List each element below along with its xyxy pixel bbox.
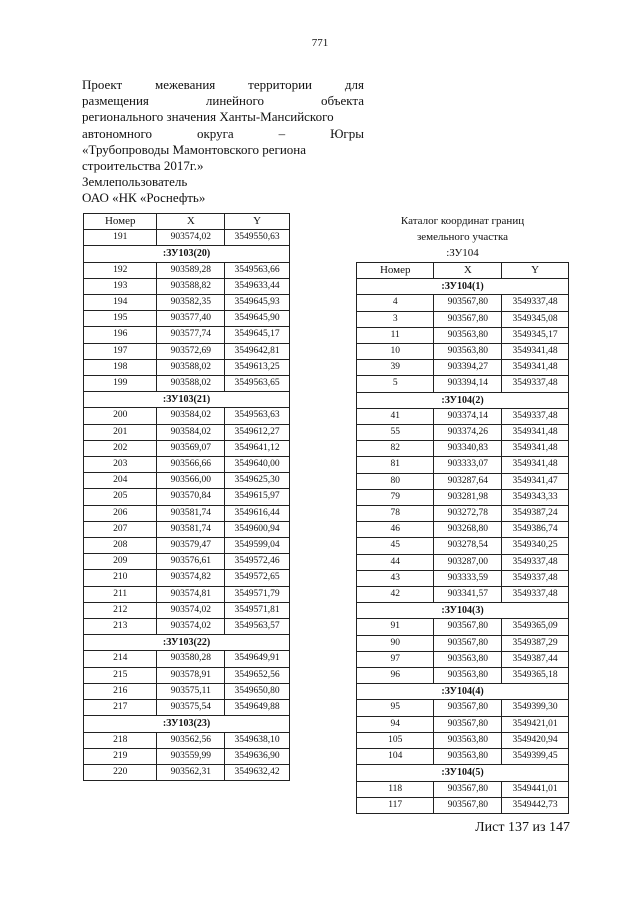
coord-y: 3549550,63 (225, 230, 290, 246)
coord-x: 903268,80 (434, 522, 502, 538)
point-number: 44 (357, 554, 434, 570)
parcel-group-row (357, 603, 569, 619)
table-row (84, 602, 290, 618)
coord-y: 3549641,12 (225, 440, 290, 456)
table-row (357, 311, 569, 327)
coord-y: 3549650,80 (225, 683, 290, 699)
table-row (84, 683, 290, 699)
coord-x: 903566,00 (157, 473, 225, 489)
point-number: 45 (357, 538, 434, 554)
table-row (357, 473, 569, 489)
table-row (84, 376, 290, 392)
point-number: 192 (84, 262, 157, 278)
coord-x: 903559,99 (157, 748, 225, 764)
point-number: 39 (357, 360, 434, 376)
table-row (357, 619, 569, 635)
table-row (357, 489, 569, 505)
table-row (84, 619, 290, 635)
coord-y: 3549337,48 (502, 376, 569, 392)
point-number: 210 (84, 570, 157, 586)
coord-y: 3549442,73 (502, 797, 569, 813)
point-number: 10 (357, 344, 434, 360)
coord-x: 903287,00 (434, 554, 502, 570)
table-row (357, 732, 569, 748)
catalog-caption-line: Каталог координат границ (400, 215, 525, 227)
point-number: 80 (357, 473, 434, 489)
table-row (357, 635, 569, 651)
point-number: 209 (84, 554, 157, 570)
table-row (357, 360, 569, 376)
coord-x: 903567,80 (434, 635, 502, 651)
table-row (84, 295, 290, 311)
point-number: 196 (84, 327, 157, 343)
coord-x: 903272,78 (434, 506, 502, 522)
table-row (84, 748, 290, 764)
coord-y: 3549420,94 (502, 732, 569, 748)
coord-x: 903574,02 (157, 619, 225, 635)
coord-x: 903567,80 (434, 295, 502, 311)
coord-x: 903563,80 (434, 327, 502, 343)
parcel-group-label: :ЗУ103(23) (84, 716, 290, 732)
table-row (84, 521, 290, 537)
project-line: размещения линейного объекта (82, 93, 364, 109)
coord-x: 903566,66 (157, 457, 225, 473)
point-number: 41 (357, 408, 434, 424)
table-row (84, 570, 290, 586)
coord-x: 903563,80 (434, 749, 502, 765)
parcel-group-row (357, 392, 569, 408)
coord-y: 3549345,08 (502, 311, 569, 327)
coord-y: 3549345,17 (502, 327, 569, 343)
point-number: 55 (357, 425, 434, 441)
coord-x: 903287,64 (434, 473, 502, 489)
coord-y: 3549563,57 (225, 619, 290, 635)
table-row (357, 327, 569, 343)
coord-x: 903575,54 (157, 700, 225, 716)
point-number: 195 (84, 311, 157, 327)
table-row (84, 700, 290, 716)
coord-y: 3549636,90 (225, 748, 290, 764)
parcel-group-label: :ЗУ104(2) (357, 392, 569, 408)
coord-y: 3549337,48 (502, 587, 569, 603)
parcel-group-row (84, 392, 290, 408)
catalog-caption-parcel: :ЗУ104 (446, 247, 479, 259)
point-number: 105 (357, 732, 434, 748)
point-number: 104 (357, 749, 434, 765)
table-row (84, 327, 290, 343)
coord-y: 3549421,01 (502, 716, 569, 732)
coord-x: 903577,40 (157, 311, 225, 327)
coord-x: 903588,02 (157, 376, 225, 392)
point-number: 5 (357, 376, 434, 392)
coord-x: 903588,82 (157, 278, 225, 294)
coord-y: 3549645,90 (225, 311, 290, 327)
coord-x: 903588,02 (157, 359, 225, 375)
coord-x: 903584,02 (157, 408, 225, 424)
coord-y: 3549571,79 (225, 586, 290, 602)
coord-x: 903577,74 (157, 327, 225, 343)
point-number: 96 (357, 668, 434, 684)
point-number: 202 (84, 440, 157, 456)
coord-y: 3549563,66 (225, 262, 290, 278)
table-row (357, 441, 569, 457)
coord-y: 3549341,48 (502, 360, 569, 376)
point-number: 216 (84, 683, 157, 699)
point-number: 199 (84, 376, 157, 392)
table-row (84, 440, 290, 456)
coord-x: 903563,80 (434, 732, 502, 748)
table-row (357, 749, 569, 765)
coord-x: 903575,11 (157, 683, 225, 699)
coord-y: 3549341,47 (502, 473, 569, 489)
coord-y: 3549387,24 (502, 506, 569, 522)
point-number: 214 (84, 651, 157, 667)
coord-x: 903394,14 (434, 376, 502, 392)
catalog-caption-line: земельного участка (416, 231, 509, 243)
coord-y: 3549632,42 (225, 764, 290, 780)
coord-x: 903572,69 (157, 343, 225, 359)
point-number: 206 (84, 505, 157, 521)
parcel-group-row (357, 279, 569, 295)
coord-y: 3549341,48 (502, 344, 569, 360)
coord-y: 3549337,48 (502, 295, 569, 311)
coord-x: 903333,07 (434, 457, 502, 473)
table-row (84, 764, 290, 780)
coord-y: 3549613,25 (225, 359, 290, 375)
coord-y: 3549612,27 (225, 424, 290, 440)
coord-y: 3549340,25 (502, 538, 569, 554)
point-number: 82 (357, 441, 434, 457)
point-number: 79 (357, 489, 434, 505)
point-number: 81 (357, 457, 434, 473)
table-row (357, 538, 569, 554)
parcel-group-label: :ЗУ104(1) (357, 279, 569, 295)
table-row (84, 311, 290, 327)
coord-y: 3549563,63 (225, 408, 290, 424)
point-number: 201 (84, 424, 157, 440)
coord-y: 3549399,30 (502, 700, 569, 716)
table-row (357, 668, 569, 684)
project-line: «Трубопроводы Мамонтовского региона (82, 141, 307, 157)
coord-y: 3549649,91 (225, 651, 290, 667)
coord-x: 903567,80 (434, 716, 502, 732)
coordinates-table-left (83, 213, 290, 781)
point-number: 213 (84, 619, 157, 635)
project-line: регионального значения Ханты-Мансийского (82, 109, 334, 125)
point-number: 95 (357, 700, 434, 716)
header-number: Номер (84, 214, 157, 230)
coord-y: 3549337,48 (502, 570, 569, 586)
table-row (357, 457, 569, 473)
point-number: 3 (357, 311, 434, 327)
table-row (84, 262, 290, 278)
table-row (84, 489, 290, 505)
coord-x: 903563,80 (434, 651, 502, 667)
table-row (357, 425, 569, 441)
table-row (84, 473, 290, 489)
point-number: 220 (84, 764, 157, 780)
coord-x: 903581,74 (157, 521, 225, 537)
coord-y: 3549387,44 (502, 651, 569, 667)
coord-x: 903574,02 (157, 230, 225, 246)
table-row (84, 538, 290, 554)
coord-x: 903281,98 (434, 489, 502, 505)
coord-x: 903567,80 (434, 781, 502, 797)
coord-x: 903567,80 (434, 311, 502, 327)
header-y: Y (225, 214, 290, 230)
table-row (357, 781, 569, 797)
table-row (357, 344, 569, 360)
coord-y: 3549343,33 (502, 489, 569, 505)
point-number: 198 (84, 359, 157, 375)
point-number: 203 (84, 457, 157, 473)
coord-y: 3549625,30 (225, 473, 290, 489)
parcel-group-label: :ЗУ103(22) (84, 635, 290, 651)
coord-y: 3549337,48 (502, 408, 569, 424)
coord-x: 903562,56 (157, 732, 225, 748)
table-row (357, 554, 569, 570)
table-row (84, 343, 290, 359)
coord-y: 3549649,88 (225, 700, 290, 716)
coord-x: 903333,59 (434, 570, 502, 586)
table-row (357, 295, 569, 311)
table-row (357, 570, 569, 586)
point-number: 211 (84, 586, 157, 602)
table-row (84, 586, 290, 602)
land-user-name: ОАО «НК «Роснефть» (82, 190, 206, 206)
point-number: 191 (84, 230, 157, 246)
point-number: 207 (84, 521, 157, 537)
table-row (357, 408, 569, 424)
coord-x: 903574,82 (157, 570, 225, 586)
table-row (84, 505, 290, 521)
parcel-group-label: :ЗУ103(20) (84, 246, 290, 262)
point-number: 90 (357, 635, 434, 651)
coord-x: 903581,74 (157, 505, 225, 521)
point-number: 118 (357, 781, 434, 797)
coord-x: 903580,28 (157, 651, 225, 667)
header-number: Номер (357, 263, 434, 279)
coord-y: 3549615,97 (225, 489, 290, 505)
coord-x: 903562,31 (157, 764, 225, 780)
point-number: 200 (84, 408, 157, 424)
parcel-group-label: :ЗУ104(4) (357, 684, 569, 700)
point-number: 11 (357, 327, 434, 343)
point-number: 4 (357, 295, 434, 311)
header-x: X (157, 214, 225, 230)
coord-x: 903579,47 (157, 538, 225, 554)
coord-x: 903278,54 (434, 538, 502, 554)
table-row (84, 651, 290, 667)
table-row (357, 651, 569, 667)
point-number: 215 (84, 667, 157, 683)
coord-x: 903574,02 (157, 602, 225, 618)
point-number: 193 (84, 278, 157, 294)
coord-y: 3549365,18 (502, 668, 569, 684)
project-line: автономного округа – Югры (82, 125, 364, 141)
coord-y: 3549341,48 (502, 457, 569, 473)
coord-x: 903563,80 (434, 344, 502, 360)
point-number: 197 (84, 343, 157, 359)
point-number: 194 (84, 295, 157, 311)
coord-y: 3549599,04 (225, 538, 290, 554)
table-row (357, 506, 569, 522)
table-row (357, 587, 569, 603)
table-row (357, 797, 569, 813)
land-user-label: Землепользователь (82, 174, 188, 190)
coord-x: 903569,07 (157, 440, 225, 456)
point-number: 117 (357, 797, 434, 813)
header-y: Y (502, 263, 569, 279)
table-row (84, 278, 290, 294)
coord-y: 3549341,48 (502, 441, 569, 457)
table-row (357, 522, 569, 538)
header-x: X (434, 263, 502, 279)
table-row (84, 667, 290, 683)
coord-y: 3549572,46 (225, 554, 290, 570)
parcel-group-row (84, 716, 290, 732)
coord-y: 3549571,81 (225, 602, 290, 618)
coord-x: 903341,57 (434, 587, 502, 603)
coord-y: 3549640,00 (225, 457, 290, 473)
coord-y: 3549642,81 (225, 343, 290, 359)
coord-y: 3549600,94 (225, 521, 290, 537)
coord-x: 903582,35 (157, 295, 225, 311)
point-number: 91 (357, 619, 434, 635)
coord-x: 903340,83 (434, 441, 502, 457)
page-number: 771 (311, 37, 329, 49)
coord-x: 903374,14 (434, 408, 502, 424)
point-number: 46 (357, 522, 434, 538)
parcel-group-label: :ЗУ104(5) (357, 765, 569, 781)
coord-x: 903563,80 (434, 668, 502, 684)
point-number: 97 (357, 651, 434, 667)
table-row (84, 408, 290, 424)
coord-y: 3549399,45 (502, 749, 569, 765)
point-number: 217 (84, 700, 157, 716)
table-row (357, 376, 569, 392)
coord-x: 903578,91 (157, 667, 225, 683)
parcel-group-label: :ЗУ104(3) (357, 603, 569, 619)
parcel-group-row (357, 684, 569, 700)
point-number: 94 (357, 716, 434, 732)
coord-y: 3549563,65 (225, 376, 290, 392)
coordinates-table-right (356, 262, 569, 814)
coord-y: 3549341,48 (502, 425, 569, 441)
coord-y: 3549645,17 (225, 327, 290, 343)
table-row (84, 457, 290, 473)
coord-x: 903584,02 (157, 424, 225, 440)
coord-x: 903567,80 (434, 797, 502, 813)
point-number: 42 (357, 587, 434, 603)
point-number: 212 (84, 602, 157, 618)
parcel-group-label: :ЗУ103(21) (84, 392, 290, 408)
project-line: строительства 2017г.» (82, 158, 204, 174)
coord-x: 903394,27 (434, 360, 502, 376)
coord-y: 3549572,65 (225, 570, 290, 586)
parcel-group-row (357, 765, 569, 781)
table-header-row (357, 263, 569, 279)
table-row (84, 230, 290, 246)
coord-x: 903567,80 (434, 700, 502, 716)
coord-y: 3549645,93 (225, 295, 290, 311)
coord-x: 903567,80 (434, 619, 502, 635)
parcel-group-row (84, 246, 290, 262)
table-row (84, 359, 290, 375)
table-row (357, 700, 569, 716)
coord-y: 3549441,01 (502, 781, 569, 797)
coord-x: 903576,61 (157, 554, 225, 570)
table-row (84, 732, 290, 748)
coord-y: 3549387,29 (502, 635, 569, 651)
sheet-footer: Лист 137 из 147 (475, 820, 570, 835)
point-number: 43 (357, 570, 434, 586)
table-header-row (84, 214, 290, 230)
table-row (84, 424, 290, 440)
coord-x: 903374,26 (434, 425, 502, 441)
coord-y: 3549365,09 (502, 619, 569, 635)
coord-y: 3549386,74 (502, 522, 569, 538)
coord-y: 3549652,56 (225, 667, 290, 683)
project-title-block (82, 77, 364, 207)
point-number: 204 (84, 473, 157, 489)
coord-y: 3549616,44 (225, 505, 290, 521)
table-row (357, 716, 569, 732)
coord-x: 903570,84 (157, 489, 225, 505)
point-number: 205 (84, 489, 157, 505)
coord-x: 903589,28 (157, 262, 225, 278)
point-number: 219 (84, 748, 157, 764)
point-number: 218 (84, 732, 157, 748)
project-line: Проект межевания территории для (82, 77, 364, 92)
coord-y: 3549633,44 (225, 278, 290, 294)
parcel-group-row (84, 635, 290, 651)
coord-x: 903574,81 (157, 586, 225, 602)
catalog-caption (356, 213, 569, 261)
coord-y: 3549337,48 (502, 554, 569, 570)
coord-y: 3549638,10 (225, 732, 290, 748)
table-row (84, 554, 290, 570)
point-number: 208 (84, 538, 157, 554)
point-number: 78 (357, 506, 434, 522)
